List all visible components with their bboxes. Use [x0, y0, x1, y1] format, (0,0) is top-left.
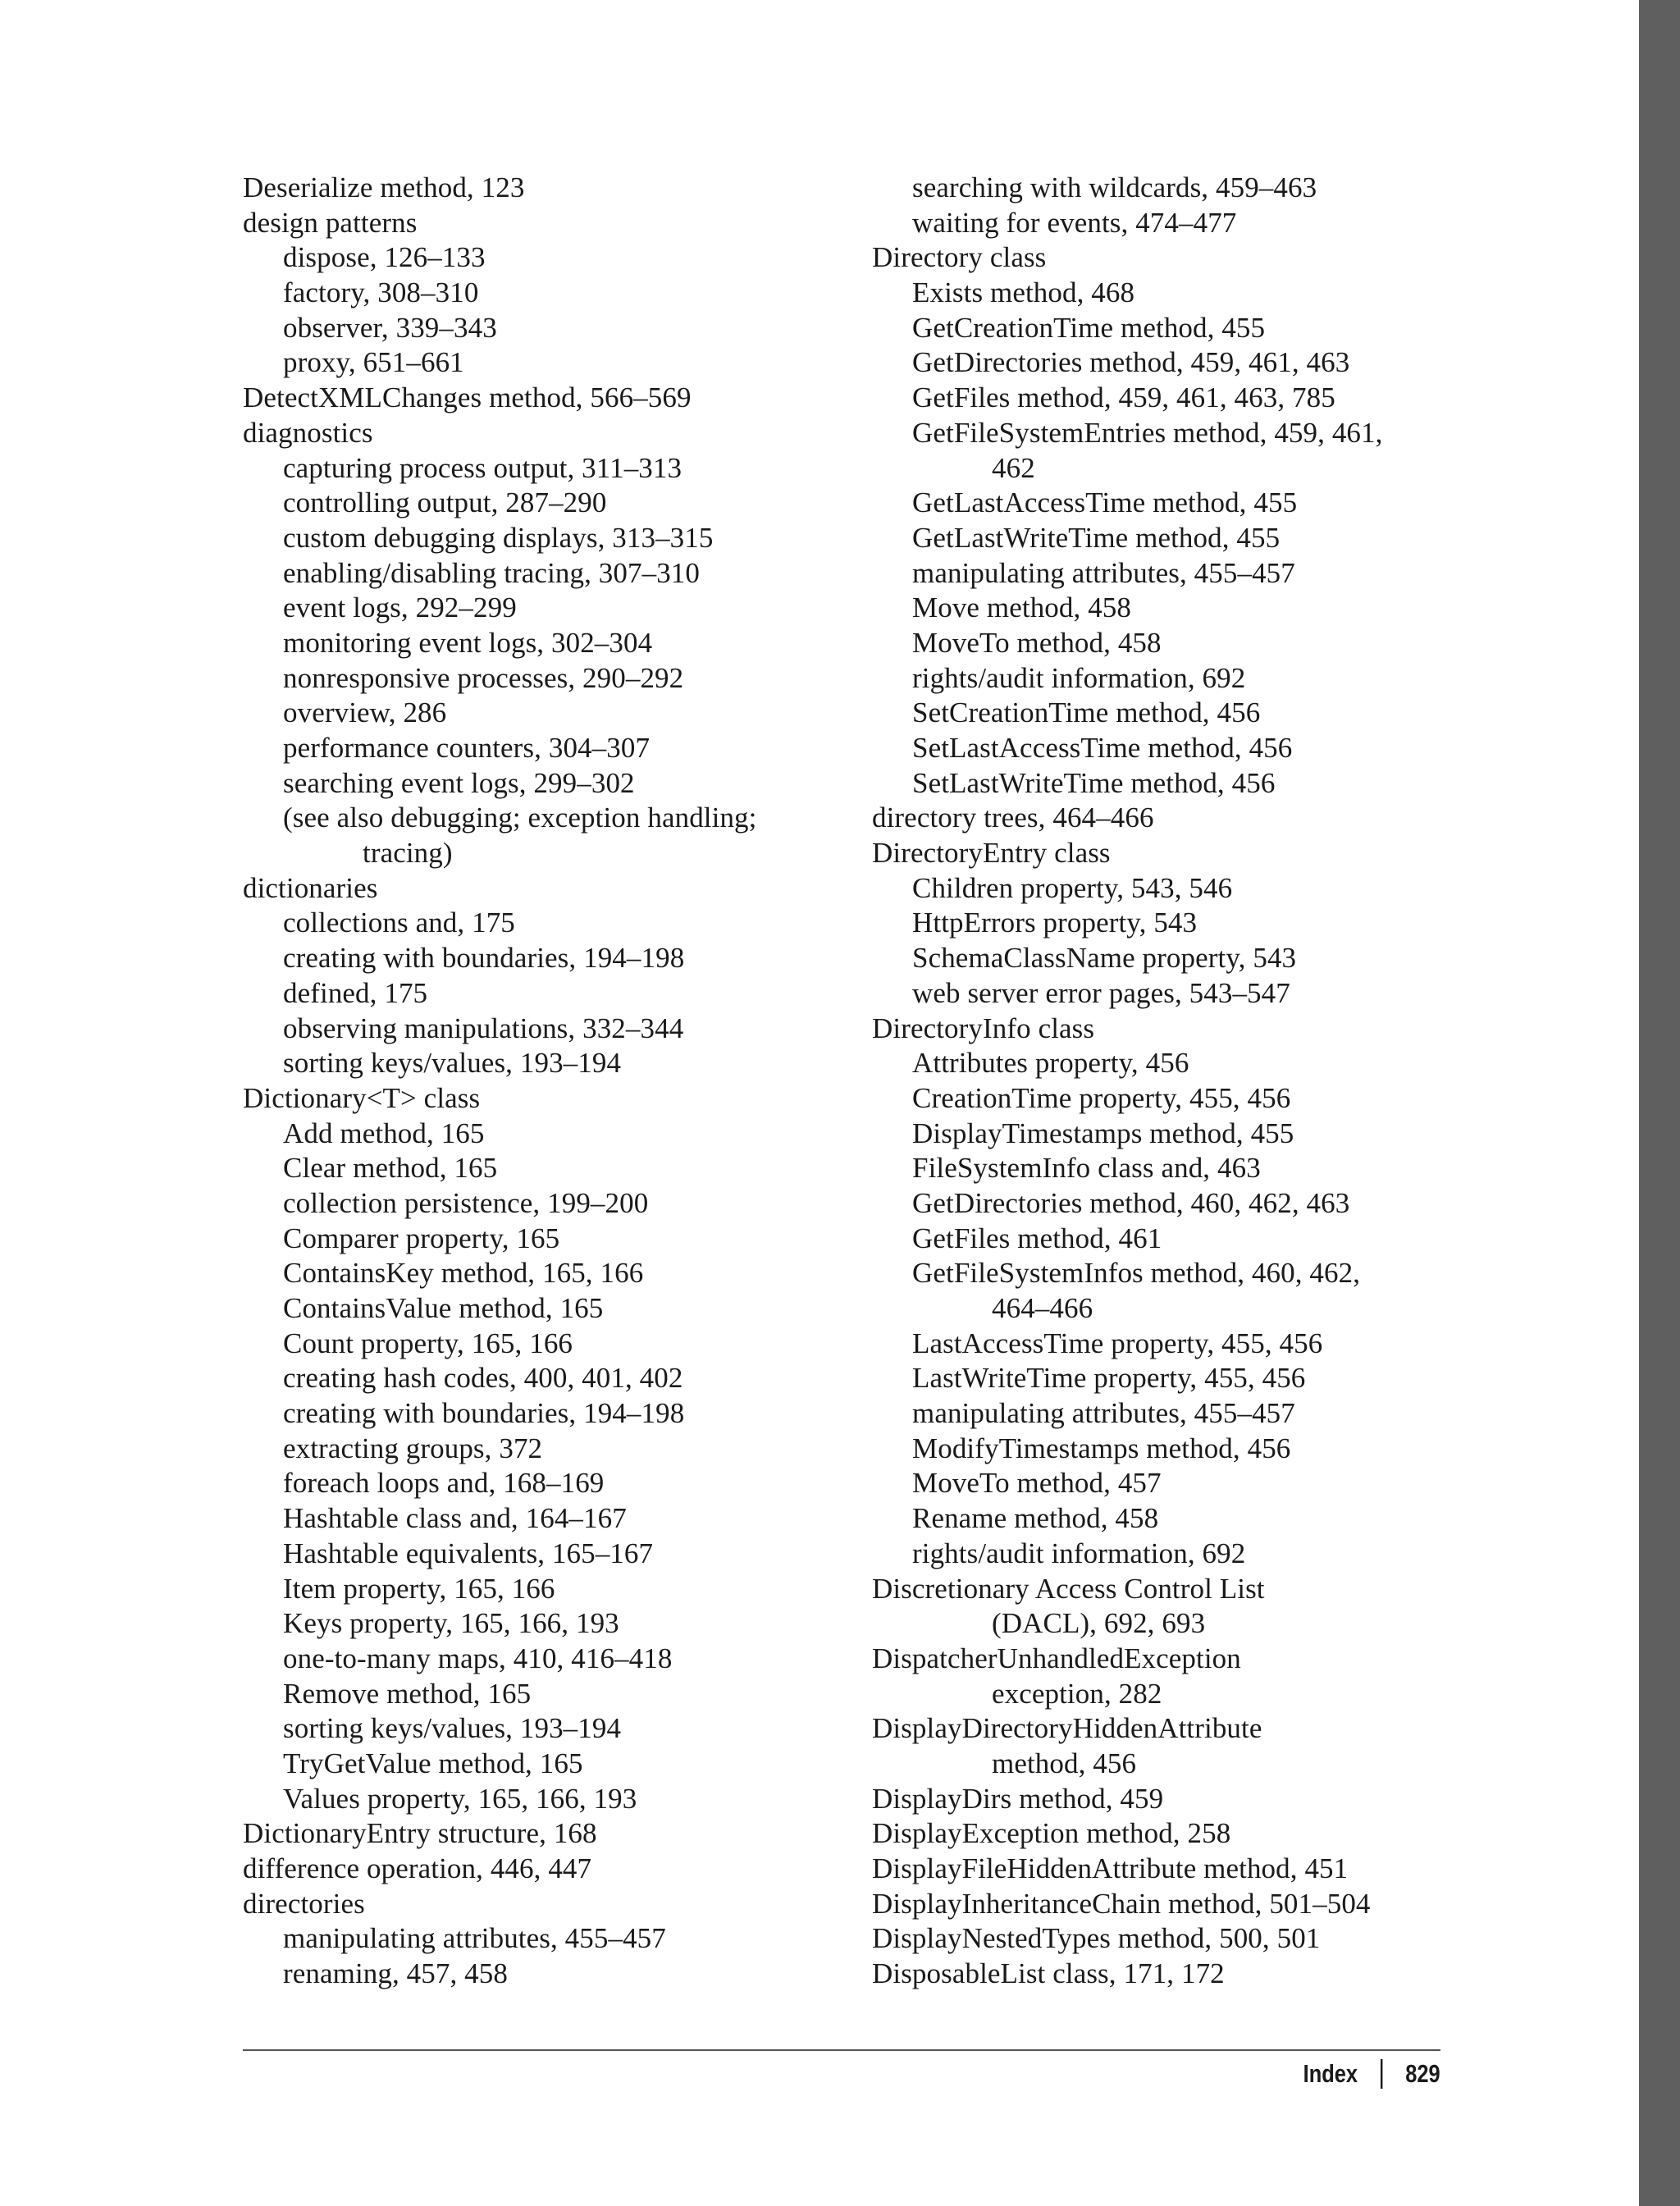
- index-entry: DisplayFileHiddenAttribute method, 451: [872, 1852, 1349, 1884]
- index-entry: Deserialize method, 123: [243, 171, 525, 203]
- index-entry: DetectXMLChanges method, 566–569: [243, 381, 692, 414]
- index-entry: DictionaryEntry structure, 168: [243, 1817, 597, 1850]
- index-subentry: rights/audit information, 692: [912, 1537, 1246, 1569]
- index-entry-continuation: (DACL), 692, 693: [992, 1607, 1206, 1640]
- index-subentry: proxy, 651–661: [283, 346, 464, 379]
- index-subentry: GetLastAccessTime method, 455: [912, 486, 1298, 519]
- index-subentry: MoveTo method, 457: [912, 1467, 1162, 1500]
- index-subentry: GetDirectories method, 459, 461, 463: [912, 346, 1350, 379]
- index-entry: directories: [243, 1887, 365, 1920]
- index-entry-continuation: tracing): [363, 837, 453, 870]
- index-subentry: web server error pages, 543–547: [912, 976, 1290, 1009]
- index-subentry: SetLastWriteTime method, 456: [912, 766, 1276, 799]
- index-subentry: Hashtable equivalents, 165–167: [283, 1537, 654, 1569]
- index-subentry: monitoring event logs, 302–304: [283, 626, 653, 659]
- index-subentry: LastWriteTime property, 455, 456: [912, 1362, 1306, 1395]
- index-subentry: Item property, 165, 166: [283, 1572, 555, 1605]
- index-subentry: creating with boundaries, 194–198: [283, 1397, 685, 1430]
- index-subentry: GetCreationTime method, 455: [912, 311, 1266, 344]
- index-entry: DirectoryInfo class: [872, 1012, 1095, 1044]
- index-subentry: searching with wildcards, 459–463: [912, 171, 1317, 203]
- index-subentry: dispose, 126–133: [283, 241, 486, 274]
- index-subentry: enabling/disabling tracing, 307–310: [283, 556, 700, 589]
- index-subentry: GetFiles method, 461: [912, 1222, 1162, 1254]
- index-subentry: manipulating attributes, 455–457: [912, 556, 1295, 589]
- index-subentry: Add method, 165: [283, 1117, 485, 1149]
- index-subentry: sorting keys/values, 193–194: [283, 1712, 622, 1745]
- index-subentry: observing manipulations, 332–344: [283, 1012, 684, 1044]
- index-entry-continuation: exception, 282: [992, 1677, 1162, 1710]
- index-subentry: collection persistence, 199–200: [283, 1186, 649, 1219]
- index-subentry: collections and, 175: [283, 907, 515, 939]
- index-subentry: ContainsValue method, 165: [283, 1292, 604, 1324]
- index-entry: Discretionary Access Control List: [872, 1572, 1265, 1605]
- index-entry: DisplayException method, 258: [872, 1817, 1231, 1850]
- index-subentry: capturing process output, 311–313: [283, 451, 682, 484]
- index-subentry: LastAccessTime property, 455, 456: [912, 1327, 1323, 1359]
- index-subentry: manipulating attributes, 455–457: [912, 1397, 1295, 1430]
- index-subentry: (see also debugging; exception handling;: [283, 802, 757, 834]
- index-subentry: Values property, 165, 166, 193: [283, 1782, 637, 1815]
- index-subentry: TryGetValue method, 165: [283, 1747, 583, 1779]
- index-entry: difference operation, 446, 447: [243, 1852, 592, 1884]
- index-subentry: GetFiles method, 459, 461, 463, 785: [912, 381, 1335, 414]
- footer-separator: [1381, 2059, 1382, 2089]
- index-subentry: Move method, 458: [912, 591, 1131, 624]
- index-subentry: Rename method, 458: [912, 1502, 1159, 1535]
- index-subentry: rights/audit information, 692: [912, 661, 1246, 694]
- index-subentry: nonresponsive processes, 290–292: [283, 661, 684, 694]
- index-subentry: FileSystemInfo class and, 463: [912, 1152, 1261, 1185]
- index-entry: Dictionary<T> class: [243, 1081, 481, 1114]
- index-subentry: extracting groups, 372: [283, 1432, 543, 1464]
- index-subentry: creating hash codes, 400, 401, 402: [283, 1362, 683, 1395]
- index-subentry: renaming, 457, 458: [283, 1957, 508, 1990]
- index-subentry: Remove method, 165: [283, 1677, 532, 1710]
- index-subentry: Keys property, 165, 166, 193: [283, 1607, 619, 1640]
- footer-rule: [243, 2049, 1440, 2051]
- index-subentry: event logs, 292–299: [283, 591, 517, 624]
- index-entry-continuation: method, 456: [992, 1747, 1137, 1779]
- index-subentry: creating with boundaries, 194–198: [283, 942, 685, 975]
- index-subentry: foreach loops and, 168–169: [283, 1467, 605, 1500]
- index-subentry: Clear method, 165: [283, 1152, 498, 1185]
- index-subentry: GetDirectories method, 460, 462, 463: [912, 1186, 1350, 1219]
- index-subentry: manipulating attributes, 455–457: [283, 1922, 666, 1955]
- index-entry: dictionaries: [243, 871, 378, 904]
- index-entry: DisposableList class, 171, 172: [872, 1957, 1225, 1990]
- index-subentry: one-to-many maps, 410, 416–418: [283, 1642, 673, 1674]
- index-subentry: observer, 339–343: [283, 311, 497, 344]
- index-subentry: ContainsKey method, 165, 166: [283, 1257, 644, 1290]
- index-entry: directory trees, 464–466: [872, 802, 1154, 834]
- index-subentry: overview, 286: [283, 697, 447, 729]
- index-subentry: ModifyTimestamps method, 456: [912, 1432, 1291, 1464]
- index-subentry: Children property, 543, 546: [912, 871, 1233, 904]
- index-entry-continuation: 462: [992, 451, 1035, 484]
- index-subentry: Hashtable class and, 164–167: [283, 1502, 627, 1535]
- index-subentry: defined, 175: [283, 976, 428, 1009]
- index-column-right: [872, 171, 1463, 1992]
- index-subentry: Count property, 165, 166: [283, 1327, 573, 1359]
- index-subentry: Attributes property, 456: [912, 1047, 1189, 1080]
- index-subentry: MoveTo method, 458: [912, 626, 1162, 659]
- index-entry: DisplayNestedTypes method, 500, 501: [872, 1922, 1321, 1955]
- index-entry: DisplayInheritanceChain method, 501–504: [872, 1887, 1371, 1920]
- index-entry: DisplayDirs method, 459: [872, 1782, 1164, 1815]
- page-edge-bar: [1639, 0, 1680, 2206]
- index-entry: Directory class: [872, 241, 1047, 274]
- index-subentry: DisplayTimestamps method, 455: [912, 1117, 1294, 1149]
- index-subentry: SetCreationTime method, 456: [912, 697, 1261, 729]
- index-subentry: CreationTime property, 455, 456: [912, 1081, 1291, 1114]
- index-subentry: waiting for events, 474–477: [912, 206, 1237, 239]
- index-subentry: SetLastAccessTime method, 456: [912, 732, 1293, 764]
- page-number: 829: [1405, 2059, 1440, 2088]
- index-entry: DispatcherUnhandledException: [872, 1642, 1241, 1674]
- index-column-left: [243, 171, 817, 1992]
- index-subentry: SchemaClassName property, 543: [912, 942, 1297, 975]
- index-entry-continuation: 464–466: [992, 1292, 1093, 1324]
- index-subentry: custom debugging displays, 313–315: [283, 521, 714, 554]
- index-entry: DirectoryEntry class: [872, 837, 1111, 870]
- footer-section-label: Index: [1303, 2059, 1358, 2088]
- index-entry: DisplayDirectoryHiddenAttribute: [872, 1712, 1262, 1745]
- index-subentry: factory, 308–310: [283, 276, 479, 309]
- index-subentry: GetFileSystemInfos method, 460, 462,: [912, 1257, 1361, 1290]
- index-subentry: Comparer property, 165: [283, 1222, 560, 1254]
- index-subentry: searching event logs, 299–302: [283, 766, 635, 799]
- page-footer: [1303, 2058, 1440, 2090]
- index-subentry: sorting keys/values, 193–194: [283, 1047, 622, 1080]
- index-subentry: HttpErrors property, 543: [912, 907, 1198, 939]
- index-entry: design patterns: [243, 206, 418, 239]
- index-subentry: GetFileSystemEntries method, 459, 461,: [912, 416, 1383, 449]
- index-subentry: controlling output, 287–290: [283, 486, 607, 519]
- index-entry: diagnostics: [243, 416, 373, 449]
- index-subentry: GetLastWriteTime method, 455: [912, 521, 1281, 554]
- index-subentry: performance counters, 304–307: [283, 732, 651, 764]
- index-subentry: Exists method, 468: [912, 276, 1135, 309]
